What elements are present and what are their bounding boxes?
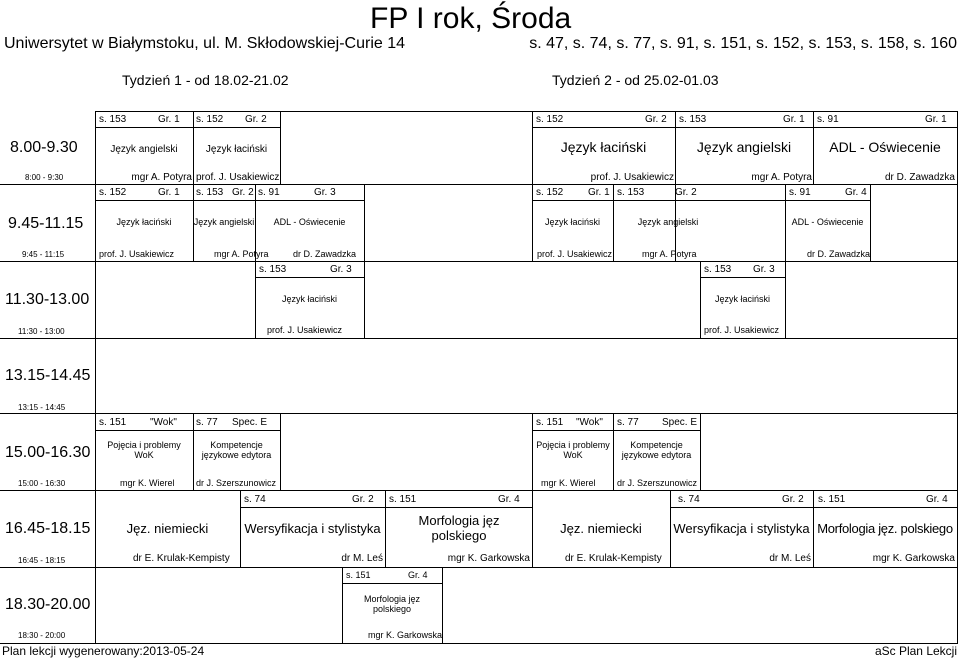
slot-time-5: 15.00-16.30 [5,444,91,461]
slot-time-4: 13.15-14.45 [5,367,91,384]
subject-label: Morfologia jęz. polskiego [817,521,953,536]
teacher-label: prof. J. Usakiewicz [267,325,343,335]
room-label: s. 74 [678,494,700,505]
subject-label: Język łaciński [116,217,172,227]
group-label: "Wok" [576,417,603,428]
slot-time-small-3: 11:30 - 13:00 [18,327,65,336]
slot-time-1: 8.00-9.30 [10,139,78,156]
teacher-label: dr J. Szerszunowicz [196,478,277,488]
week1-label: Tydzień 1 - od 18.02-21.02 [122,72,289,88]
room-label: s. 153 [617,187,645,198]
room-label: s. 91 [817,114,839,125]
room-label: s. 151 [536,417,564,428]
room-label: s. 77 [196,417,218,428]
teacher-label: dr E. Krulak-Kempisty [565,553,662,564]
teacher-label: dr M. Leś [341,553,383,564]
slot-time-small-4: 13:15 - 14:45 [18,403,66,412]
group-label: Gr. 2 [645,114,667,125]
room-label: s. 152 [99,187,127,198]
page-title: FP I rok, Środa [370,2,572,35]
group-label: Gr. 2 [232,187,254,198]
group-label: Gr. 1 [158,114,180,125]
group-label: Gr. 4 [845,187,867,198]
group-label: Spec. E [662,417,698,428]
subject-label: Język łaciński [714,294,770,304]
teacher-label: dr D. Zawadzka [293,249,357,259]
teacher-label: mgr A. Potyra [751,172,812,183]
subject-label: Język angielski [696,139,792,155]
room-label: s. 151 [346,570,371,580]
slot-time-small-2: 9:45 - 11:15 [22,250,65,259]
subject-label: Wersyfikacja i stylistyka [244,521,381,536]
group-label: Gr. 2 [782,494,804,505]
subject-label: Język łaciński [544,217,600,227]
subject-label: ADL - Oświecenie [791,217,864,227]
group-label: Gr. 4 [926,494,948,505]
teacher-label: mgr K. Garkowska [872,553,955,564]
generated-note: Plan lekcji wygenerowany:2013-05-24 [2,644,205,658]
teacher-label: dr D. Zawadzka [884,172,955,183]
subject-label: ADL - Oświecenie [273,217,346,227]
subject-label: Język angielski [110,144,178,155]
room-label: s. 152 [536,114,564,125]
subject-label: Język łaciński [205,144,268,155]
subject-label: Jęz. niemiecki [126,521,209,536]
teacher-label: mgr K. Wierel [120,478,175,488]
slot-time-3: 11.30-13.00 [5,291,90,308]
subject-label: Kompetencje językowe edytora [201,440,272,461]
room-label: s. 153 [99,114,127,125]
group-label: Gr. 3 [330,264,352,275]
room-label: s. 151 [818,494,846,505]
room-label: s. 91 [258,187,280,198]
teacher-label: mgr A. Potyra [642,249,697,259]
room-label: s. 153 [259,264,287,275]
group-label: Gr. 4 [408,570,428,580]
group-label: Gr. 1 [158,187,180,198]
group-label: Gr. 2 [352,494,374,505]
subject-label: Pojęcia i problemy WoK [536,440,610,461]
slot-time-small-6: 16:45 - 18:15 [18,556,66,565]
teacher-label: mgr K. Wierel [541,478,596,488]
group-label: Gr. 3 [753,264,775,275]
room-label: s. 151 [389,494,417,505]
group-label: Gr. 1 [783,114,805,125]
group-label: Gr. 1 [925,114,947,125]
teacher-label: mgr K. Garkowska [447,553,530,564]
subject-label: Jęz. niemiecki [560,521,642,536]
teacher-label: dr J. Szerszunowicz [617,478,698,488]
slot-time-small-1: 8:00 - 9:30 [25,173,64,182]
subject-label: Morfologia jęz polskiego [363,594,421,615]
subject-label: Pojęcia i problemy WoK [107,440,181,461]
teacher-label: prof. J. Usakiewicz [537,249,613,259]
teacher-label: prof. J. Usakiewicz [590,172,674,183]
teacher-label: mgr A. Potyra [214,249,269,259]
subject-label: Język łaciński [560,139,647,155]
teacher-label: prof. J. Usakiewicz [704,325,780,335]
group-label: Gr. 1 [588,187,610,198]
group-label: Gr. 2 [245,114,267,125]
room-label: s. 153 [679,114,707,125]
teacher-label: mgr A. Potyra [131,172,192,183]
subject-label: ADL - Oświecenie [829,139,941,155]
subject-label: Wersyfikacja i stylistyka [673,521,810,536]
room-label: s. 91 [789,187,811,198]
room-label: s. 151 [99,417,127,428]
subject-label: Język angielski [637,217,699,227]
teacher-label: prof. J. Usakiewicz [196,172,280,183]
teacher-label: dr D. Zawadzka [807,249,871,259]
teacher-label: dr E. Krulak-Kempisty [133,553,230,564]
room-label: s. 152 [536,187,564,198]
slot-time-2: 9.45-11.15 [8,215,84,232]
group-label: Gr. 3 [314,187,336,198]
room-label: s. 77 [617,417,639,428]
subject-label: Kompetencje językowe edytora [621,440,692,461]
teacher-label: mgr K. Garkowska [368,630,443,640]
subject-label: Morfologia jęz polskiego [418,513,500,543]
slot-time-small-7: 18:30 - 20:00 [18,631,66,640]
teacher-label: dr M. Leś [769,553,811,564]
room-label: s. 153 [704,264,732,275]
subject-label: Język angielski [193,217,255,227]
university-address: Uniwersytet w Białymstoku, ul. M. Skłodowskiej-Curie 14 [4,35,406,52]
slot-time-small-5: 15:00 - 16:30 [18,479,66,488]
slot-time-6: 16.45-18.15 [5,520,91,537]
rooms-list: s. 47, s. 74, s. 77, s. 91, s. 151, s. 152, s. 153, s. 158, s. 160 [529,35,957,52]
group-label: Spec. E [232,417,268,428]
subject-label: Język łaciński [281,294,337,304]
room-label: s. 74 [244,494,266,505]
room-label: s. 152 [196,114,224,125]
week2-label: Tydzień 2 - od 25.02-01.03 [552,72,719,88]
group-label: "Wok" [150,417,177,428]
brand-label: aSc Plan Lekcji [874,644,957,658]
room-label: s. 153 [196,187,224,198]
group-label: Gr. 4 [498,494,520,505]
group-label: Gr. 2 [675,187,697,198]
slot-time-7: 18.30-20.00 [5,596,91,613]
teacher-label: prof. J. Usakiewicz [99,249,175,259]
